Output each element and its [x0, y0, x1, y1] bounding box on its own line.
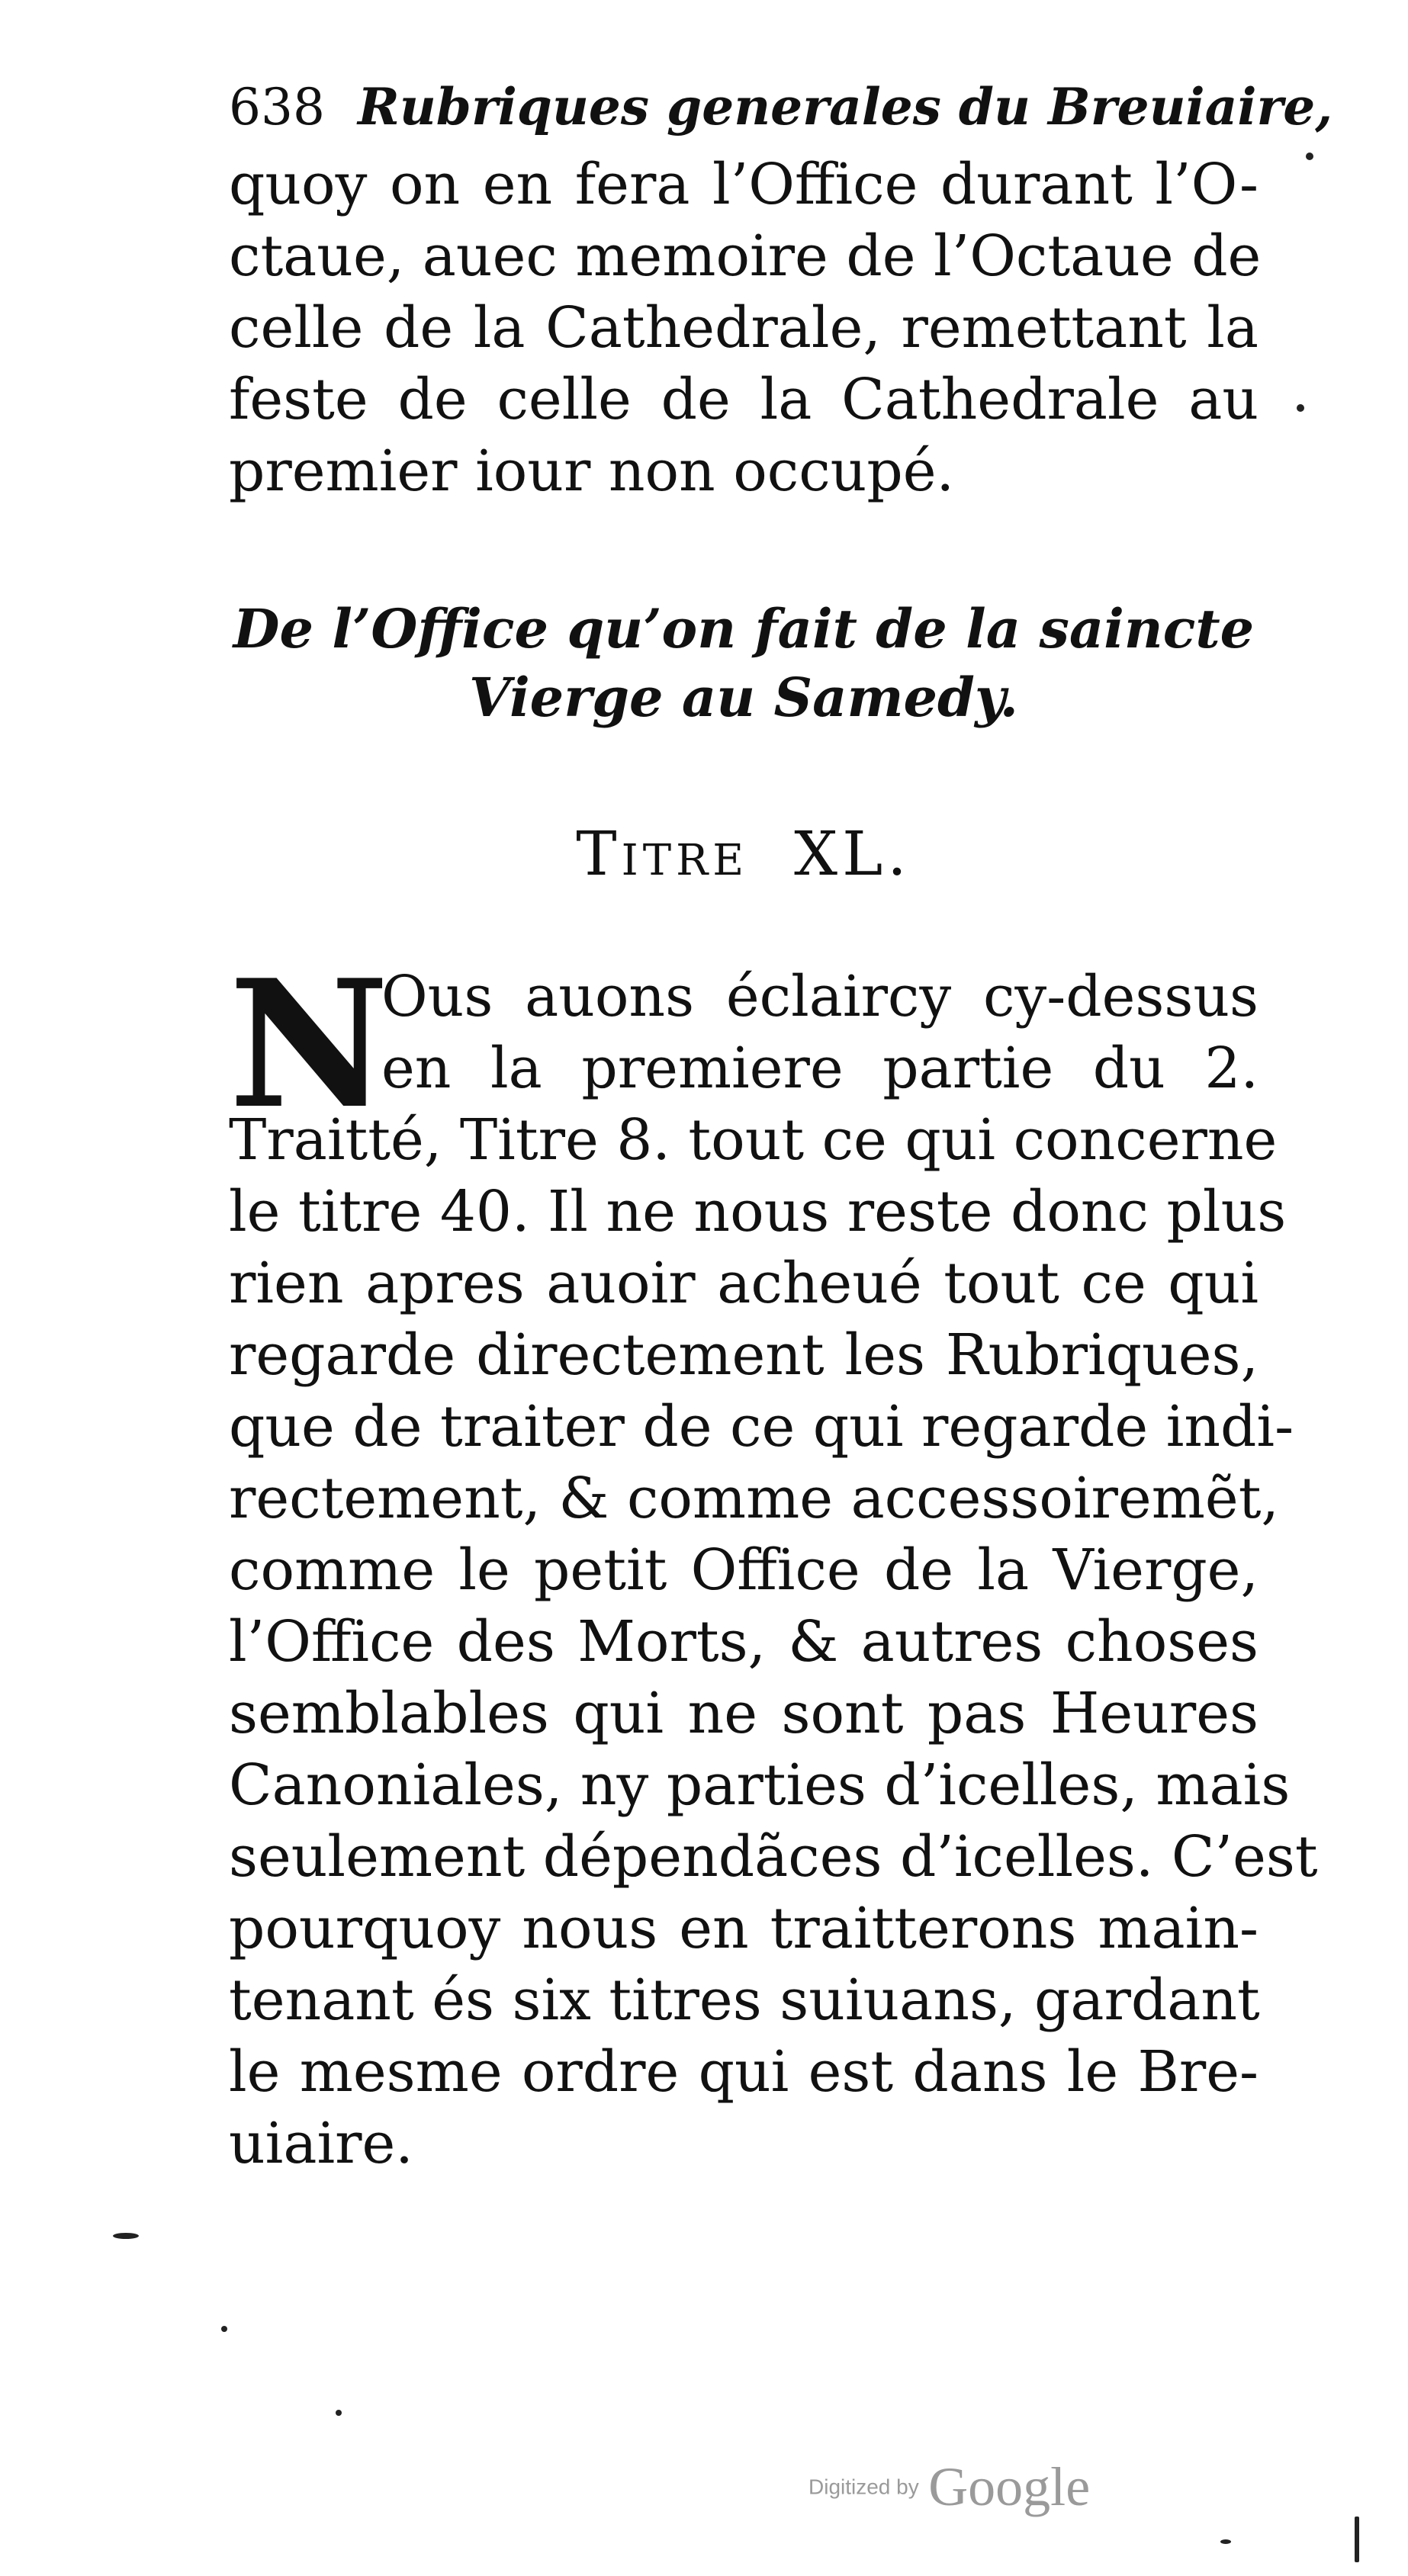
text-line: que de traiter de ce qui regarde indi- [229, 1394, 1294, 1460]
drop-cap: N [229, 942, 390, 1148]
chapter-title-word: Titre [576, 818, 749, 889]
body-paragraph [229, 942, 1318, 2179]
text-line: quoy on en fera l’Office durant l’O- [229, 152, 1259, 217]
text-line: le titre 40. Il ne nous reste donc plus [229, 1179, 1287, 1245]
scan-speck [336, 2410, 342, 2416]
scan-speck [221, 2326, 227, 2332]
text-line: rectement, & comme accessoiremẽt, [229, 1466, 1279, 1531]
scan-speck [1355, 2517, 1359, 2562]
text-line: tenant és six titres suiuans, gardant [229, 1967, 1260, 2033]
text-line: pourquoy nous en traitterons main- [229, 1896, 1259, 1961]
text-line: feste de celle de la Cathedrale au [229, 367, 1259, 432]
text-line: uiaire. [229, 2111, 413, 2176]
text-line: regarde directement les Rubriques, [229, 1322, 1259, 1388]
text-line: celle de la Cathedrale, remettant la [229, 295, 1259, 361]
text-line: en la premiere partie du 2. [381, 1036, 1259, 1101]
text-line: ctaue, auec memoire de l’Octaue de [229, 223, 1262, 289]
text-line: Ous auons éclaircy cy-dessus [381, 964, 1259, 1029]
chapter-title-number: XL. [794, 818, 911, 889]
watermark-prefix: Digitized by [808, 2475, 919, 2499]
running-title: Rubriques generales du Breuiaire, [357, 77, 1333, 137]
text-line: semblables qui ne sont pas Heures [229, 1681, 1259, 1746]
section-heading-line: Vierge au Samedy. [468, 666, 1019, 729]
section-heading-line: De l’Office qu’on fait de la saincte [233, 597, 1255, 660]
google-logo: Google [928, 2456, 1091, 2517]
section-heading [229, 595, 1259, 732]
text-line: Canoniales, ny parties d’icelles, mais [229, 1752, 1291, 1818]
scan-speck [1297, 404, 1304, 412]
scan-speck [1306, 153, 1313, 160]
page-number: 638 [229, 78, 325, 137]
text-line: l’Office des Morts, & autres choses [229, 1609, 1259, 1675]
running-head [229, 76, 1333, 138]
text-line: le mesme ordre qui est dans le Bre- [229, 2039, 1259, 2105]
scan-speck [113, 2233, 139, 2239]
text-line: Traitté, Titre 8. tout ce qui concerne [229, 1107, 1278, 1173]
text-line: comme le petit Office de la Vierge, [229, 1537, 1259, 1603]
carry-over-paragraph [229, 149, 1262, 507]
chapter-title [229, 816, 1259, 892]
scan-speck [1220, 2539, 1231, 2544]
text-line: rien apres auoir acheué tout ce qui [229, 1251, 1259, 1316]
text-line: premier iour non occupé. [229, 438, 955, 504]
text-line: seulement dépendãces d’icelles. C’est [229, 1824, 1318, 1890]
digitized-by-google-watermark [808, 2456, 1090, 2519]
